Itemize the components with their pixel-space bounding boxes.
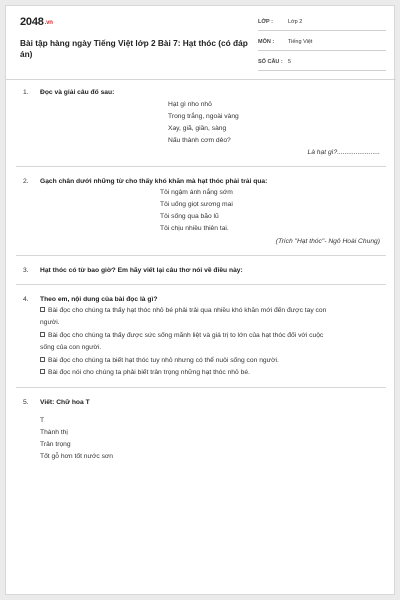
writing-line: T — [40, 417, 45, 424]
meta-info — [258, 16, 386, 76]
question-title: Đọc và giải câu đố sau: — [40, 89, 115, 96]
question-3-heading — [23, 266, 243, 275]
poem-line: Hạt gì nho nhỏ — [168, 101, 212, 108]
meta-row-grade — [258, 16, 386, 31]
poem-line: Xay, giã, giần, sàng — [168, 125, 227, 132]
document-title: Bài tập hàng ngày Tiếng Việt lớp 2 Bài 7: Hạt thóc (có đáp án) — [20, 38, 248, 59]
question-number: 1. — [23, 89, 29, 96]
meta-label: MÔN : — [258, 39, 275, 45]
writing-line: Thành thị — [40, 429, 68, 436]
question-number: 2. — [23, 178, 29, 185]
question-2-heading — [23, 177, 267, 186]
poem-source: (Trích "Hạt thóc"- Ngô Hoài Chung) — [275, 238, 380, 245]
meta-value: Tiếng Việt — [288, 39, 313, 45]
meta-row-count — [258, 56, 386, 71]
answer-option[interactable]: Bài đọc cho chúng ta thấy được sức sống mãnh liệt và giá trị to lớn của hạt thóc đối với cuộc sống của con người. — [40, 332, 324, 351]
divider — [16, 166, 386, 167]
checkbox-icon[interactable] — [40, 357, 45, 362]
checkbox-icon[interactable] — [40, 332, 45, 337]
answer-option[interactable]: Bài đọc nói cho chúng ta phải biết trân trọng những hạt thóc nhỏ bé. — [40, 367, 390, 379]
meta-value: 5 — [288, 59, 292, 65]
site-logo[interactable]: 2048.vn — [20, 16, 53, 28]
worksheet-page — [5, 5, 395, 595]
divider — [16, 387, 386, 388]
meta-value: Lớp 2 — [288, 19, 303, 25]
poem-line: Nấu thành cơm dẻo? — [168, 137, 231, 144]
question-title: Gạch chân dưới những từ cho thấy khó khăn mà hạt thóc phải trải qua: — [40, 178, 268, 185]
answer-option[interactable]: Bài đọc cho chúng ta thấy hạt thóc nhỏ bé phải trải qua nhiều khó khăn mới đến được tay con người. — [40, 307, 327, 326]
checkbox-icon[interactable] — [40, 307, 45, 312]
question-title: Theo em, nội dung của bài đọc là gì? — [40, 296, 158, 303]
meta-label: SỐ CÂU : — [258, 59, 283, 65]
answer-line: Là hạt gì?....................... — [307, 149, 380, 156]
question-4-heading — [23, 295, 157, 304]
worksheet-content — [6, 80, 396, 590]
poem-line: Tôi uống giọt sương mai — [160, 201, 233, 208]
question-title: Hạt thóc có từ bao giờ? Em hãy viết lại câu thơ nói về điều này: — [40, 267, 243, 274]
poem-line: Trong trắng, ngoài vàng — [168, 113, 239, 120]
question-number: 3. — [23, 267, 29, 274]
poem-line: Tôi sống qua bão lũ — [160, 213, 219, 220]
question-5-heading — [23, 398, 90, 407]
poem-line: Tôi ngậm ánh nắng sớm — [160, 189, 233, 196]
divider — [16, 255, 386, 256]
writing-line: Trân trọng — [40, 441, 71, 448]
worksheet-header — [6, 6, 396, 80]
question-number: 5. — [23, 399, 29, 406]
question-number: 4. — [23, 296, 29, 303]
question-1-heading — [23, 88, 114, 97]
question-title: Viết: Chữ hoa T — [40, 399, 90, 406]
divider — [16, 284, 386, 285]
poem-line: Tôi chịu nhiều thiên tai. — [160, 225, 229, 232]
writing-line: Tốt gỗ hơn tốt nước sơn — [40, 453, 114, 460]
meta-label: LỚP : — [258, 19, 273, 25]
checkbox-icon[interactable] — [40, 369, 45, 374]
meta-row-subject — [258, 36, 386, 51]
answer-option[interactable]: Bài đọc cho chúng ta biết hạt thóc tuy nhỏ nhưng có thể nuôi sống con người. — [40, 355, 390, 367]
